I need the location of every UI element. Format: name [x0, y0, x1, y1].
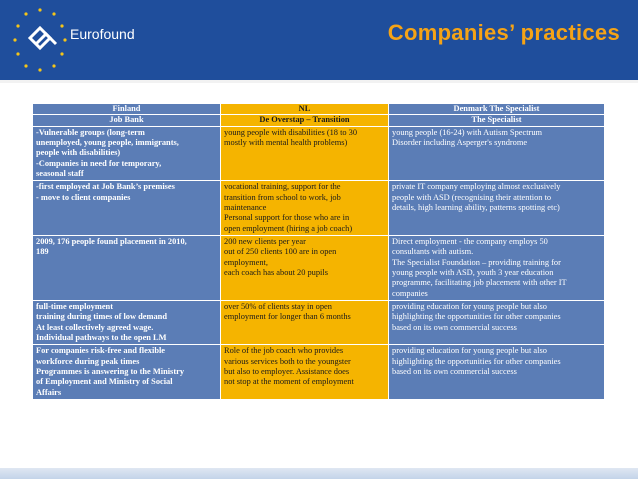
finland-cell — [33, 235, 221, 300]
cell-line: each coach has about 20 pupils — [224, 267, 328, 277]
cell-line: people with ASD (recognising their attention to — [392, 192, 552, 202]
cell-line: young people with ASD, youth 3 year education — [392, 267, 554, 277]
nl-cell — [221, 126, 389, 181]
cell-line: -Vulnerable groups (long-term — [36, 127, 145, 137]
cell-line: maintenance — [224, 202, 267, 212]
table-row — [33, 126, 605, 181]
cell-line: Programmes is answering to the Ministry — [36, 366, 185, 376]
cell-line: private IT company employing almost exclusively — [392, 182, 561, 192]
table-row — [33, 345, 605, 400]
cell-line: At least collectively agreed wage. — [36, 322, 154, 332]
denmark-cell — [389, 126, 605, 181]
practices-table — [32, 103, 605, 400]
cell-line: The Specialist Foundation – providing training for — [392, 257, 561, 267]
cell-line: seasonal staff — [36, 168, 84, 178]
cell-line: out of 250 clients 100 are in open — [224, 247, 337, 257]
cell-line: workforce during peak times — [36, 356, 140, 366]
cell-line: various services both to the youngster — [224, 356, 351, 366]
finland-cell — [33, 126, 221, 181]
cell-line: full-time employment — [36, 301, 113, 311]
brand-name: Eurofound — [70, 26, 135, 42]
cell-line: Affairs — [36, 387, 62, 397]
cell-line: vocational training, support for the — [224, 182, 341, 192]
nl-cell — [221, 181, 389, 236]
table-row — [33, 235, 605, 300]
cell-line: young people with disabilities (18 to 30 — [224, 127, 358, 137]
header-job-bank: Job Bank — [33, 115, 221, 126]
country-header-row — [33, 104, 605, 115]
nl-cell — [221, 345, 389, 400]
header-the-specialist: The Specialist — [389, 115, 605, 126]
finland-cell — [33, 345, 221, 400]
cell-line: Personal support for those who are in — [224, 213, 350, 223]
cell-line: unemployed, young people, immigrants, — [36, 137, 179, 147]
cell-line: but also to employer. Assistance does — [224, 366, 350, 376]
table-row — [33, 181, 605, 236]
cell-line: providing education for young people but also — [392, 301, 547, 311]
header-finland: Finland — [33, 104, 221, 115]
cell-line: highlighting the opportunities for other companies — [392, 356, 561, 366]
cell-line: employment for longer than 6 months — [224, 312, 351, 322]
finland-cell — [33, 300, 221, 344]
program-header-row — [33, 115, 605, 126]
cell-line: For companies risk-free and flexible — [36, 346, 166, 356]
cell-line: people with disabilities) — [36, 148, 121, 158]
cell-line: open employment (hiring a job coach) — [224, 223, 353, 233]
cell-line: over 50% of clients stay in open — [224, 301, 332, 311]
cell-line: 200 new clients per year — [224, 236, 306, 246]
header-de-overstap: De Overstap – Transition — [221, 115, 389, 126]
cell-line: not stop at the moment of employment — [224, 377, 354, 387]
cell-line: 2009, 176 people found placement in 2010, — [36, 236, 187, 246]
cell-line: - move to client companies — [36, 192, 131, 202]
cell-line: Role of the job coach who provides — [224, 346, 344, 356]
page-title: Companies’ practices — [387, 20, 620, 45]
table-row — [33, 300, 605, 344]
denmark-cell — [389, 181, 605, 236]
cell-line: transition from school to work, job — [224, 192, 341, 202]
denmark-cell — [389, 300, 605, 344]
cell-line: providing education for young people but also — [392, 346, 547, 356]
header-banner — [0, 0, 638, 80]
finland-cell — [33, 181, 221, 236]
header-denmark: Denmark The Specialist — [389, 104, 605, 115]
cell-line: highlighting the opportunities for other companies — [392, 312, 561, 322]
header-nl: NL — [221, 104, 389, 115]
cell-line: of Employment and Ministry of Social — [36, 377, 173, 387]
cell-line: consultants with autism. — [392, 247, 474, 257]
cell-line: details, high learning ability, patterns spotting etc) — [392, 202, 560, 212]
cell-line: young people (16-24) with Autism Spectrum — [392, 127, 543, 137]
denmark-cell — [389, 345, 605, 400]
cell-line: mostly with mental health problems) — [224, 137, 348, 147]
cell-line: programme, facilitating job placement with other IT — [392, 278, 567, 288]
cell-line: based on its own commercial success — [392, 322, 517, 332]
cell-line: -first employed at Job Bank’s premises — [36, 182, 175, 192]
cell-line: Disorder including Asperger's syndrome — [392, 137, 528, 147]
nl-cell — [221, 300, 389, 344]
footer-band — [0, 468, 638, 479]
header-divider — [0, 80, 638, 83]
cell-line: based on its own commercial success — [392, 366, 517, 376]
cell-line: -Companies in need for temporary, — [36, 158, 162, 168]
cell-line: companies — [392, 288, 428, 298]
cell-line: training during times of low demand — [36, 312, 167, 322]
cell-line: employment, — [224, 257, 268, 267]
cell-line: 189 — [36, 247, 49, 257]
nl-cell — [221, 235, 389, 300]
cell-line: Individual pathways to the open LM — [36, 332, 167, 342]
cell-line: Direct employment - the company employs 50 — [392, 236, 548, 246]
denmark-cell — [389, 235, 605, 300]
